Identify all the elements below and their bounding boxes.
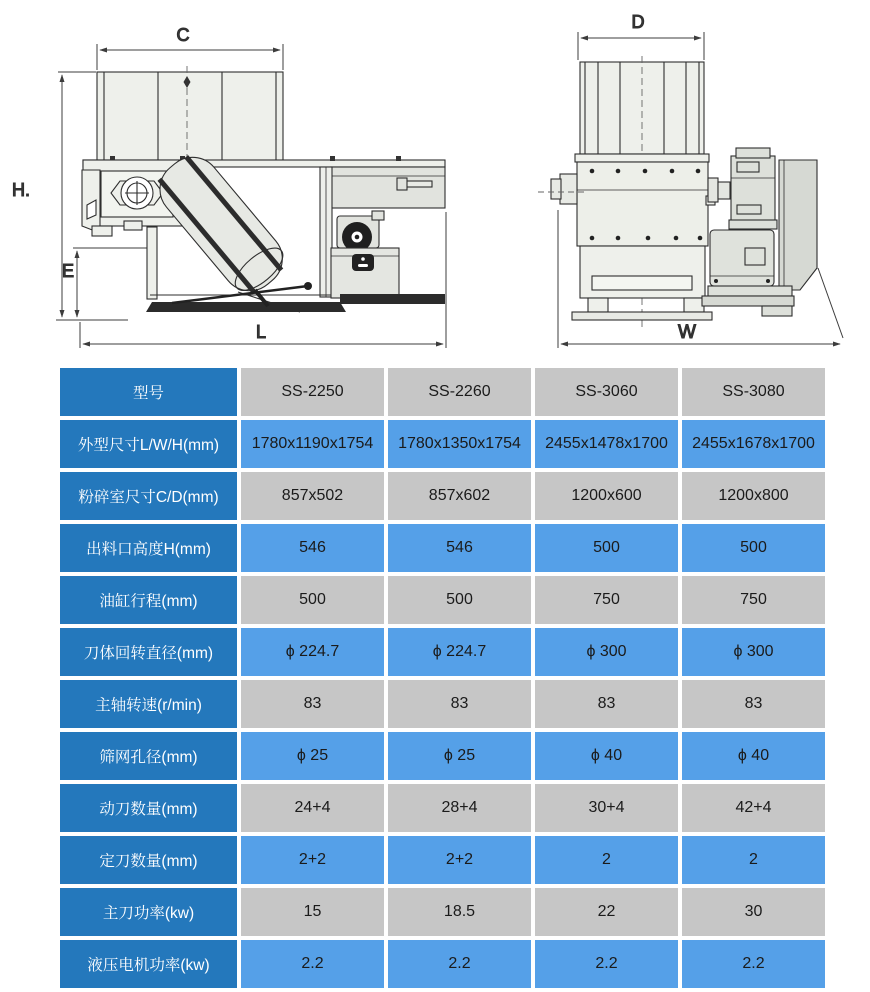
spec-row (60, 940, 825, 988)
spec-value-cell: 18.5 (388, 888, 531, 936)
hydraulic-tank-side (331, 248, 399, 298)
spec-table (56, 364, 829, 992)
spec-value-cell: 28+4 (388, 784, 531, 832)
spec-value-cell: 30+4 (535, 784, 678, 832)
spec-value-cell: 750 (535, 576, 678, 624)
spec-value-cell: ϕ 40 (682, 732, 825, 780)
spec-value-cell: ϕ 25 (388, 732, 531, 780)
dim-label-c: C (176, 25, 190, 45)
spec-section (56, 364, 829, 992)
spec-row-label: 粉碎室尺寸C/D(mm) (60, 472, 237, 520)
spec-row (60, 784, 825, 832)
spec-value-cell: 1200x800 (682, 472, 825, 520)
spec-value-cell: 2.2 (682, 940, 825, 988)
spec-row (60, 680, 825, 728)
spec-value-cell: 546 (241, 524, 384, 572)
spec-row-label: 油缸行程(mm) (60, 576, 237, 624)
spec-row-label: 主轴转速(r/min) (60, 680, 237, 728)
base-side (146, 282, 445, 312)
model-header-cell: SS-3080 (682, 368, 825, 416)
spec-value-cell: 1200x600 (535, 472, 678, 520)
spec-value-cell: 500 (241, 576, 384, 624)
spec-value-cell: 83 (535, 680, 678, 728)
spec-value-cell: 83 (388, 680, 531, 728)
dim-label-e: E (62, 261, 75, 281)
spec-value-cell: 2455x1678x1700 (682, 420, 825, 468)
body-front (577, 162, 715, 246)
spec-row-label: 液压电机功率(kw) (60, 940, 237, 988)
spec-value-cell: 15 (241, 888, 384, 936)
model-header-cell: SS-2250 (241, 368, 384, 416)
spec-value-cell: 500 (682, 524, 825, 572)
model-header-cell: SS-3060 (535, 368, 678, 416)
dim-label-w: W (678, 322, 696, 343)
spec-value-cell: 2455x1478x1700 (535, 420, 678, 468)
spec-value-cell: 500 (388, 576, 531, 624)
spec-value-cell: 1780x1190x1754 (241, 420, 384, 468)
spec-value-cell: 83 (241, 680, 384, 728)
dimension-e (73, 248, 150, 317)
spec-value-cell: 1780x1350x1754 (388, 420, 531, 468)
spec-value-cell: 24+4 (241, 784, 384, 832)
spec-value-cell: 857x502 (241, 472, 384, 520)
spec-row (60, 888, 825, 936)
dimension-c (97, 44, 283, 70)
spec-value-cell: 2+2 (388, 836, 531, 884)
spec-row (60, 628, 825, 676)
spec-value-cell: ϕ 25 (241, 732, 384, 780)
spec-header-label: 型号 (60, 368, 237, 416)
drive-assembly-front (702, 148, 817, 316)
front-view-drawing (538, 12, 843, 348)
spec-value-cell: 2+2 (241, 836, 384, 884)
spec-value-cell: 2.2 (388, 940, 531, 988)
spec-value-cell: ϕ 224.7 (241, 628, 384, 676)
spec-row (60, 472, 825, 520)
dim-label-d: D (631, 12, 645, 32)
dim-label-h: H. (12, 180, 30, 200)
spec-value-cell: 500 (535, 524, 678, 572)
spec-row (60, 420, 825, 468)
spec-value-cell: 22 (535, 888, 678, 936)
spec-header-row (60, 368, 825, 416)
spec-row (60, 836, 825, 884)
spec-value-cell: 2 (682, 836, 825, 884)
spec-row-label: 定刀数量(mm) (60, 836, 237, 884)
spec-value-cell: 42+4 (682, 784, 825, 832)
technical-drawings (0, 0, 870, 365)
spec-row-label: 刀体回转直径(mm) (60, 628, 237, 676)
spec-value-cell: 546 (388, 524, 531, 572)
spec-row-label: 筛网孔径(mm) (60, 732, 237, 780)
spec-value-cell: ϕ 40 (535, 732, 678, 780)
spec-value-cell: 2.2 (535, 940, 678, 988)
spec-row-label: 外型尺寸L/W/H(mm) (60, 420, 237, 468)
spec-value-cell: 2.2 (241, 940, 384, 988)
dimension-d (578, 32, 704, 60)
model-header-cell: SS-2260 (388, 368, 531, 416)
spec-row (60, 524, 825, 572)
motor-side (337, 211, 384, 252)
spec-value-cell: 2 (535, 836, 678, 884)
spec-row (60, 732, 825, 780)
lower-housing-front (572, 246, 712, 320)
spec-row-label: 动刀数量(mm) (60, 784, 237, 832)
spec-row-label: 主刀功率(kw) (60, 888, 237, 936)
spec-value-cell: 857x602 (388, 472, 531, 520)
spec-value-cell: ϕ 300 (535, 628, 678, 676)
spec-table-body (60, 368, 825, 988)
spec-value-cell: 83 (682, 680, 825, 728)
spec-value-cell: 30 (682, 888, 825, 936)
spec-row (60, 576, 825, 624)
spec-value-cell: ϕ 224.7 (388, 628, 531, 676)
spec-value-cell: ϕ 300 (682, 628, 825, 676)
dim-label-l: L (256, 322, 267, 342)
spec-value-cell: 750 (682, 576, 825, 624)
side-view-drawing (12, 25, 446, 348)
spec-row-label: 出料口高度H(mm) (60, 524, 237, 572)
